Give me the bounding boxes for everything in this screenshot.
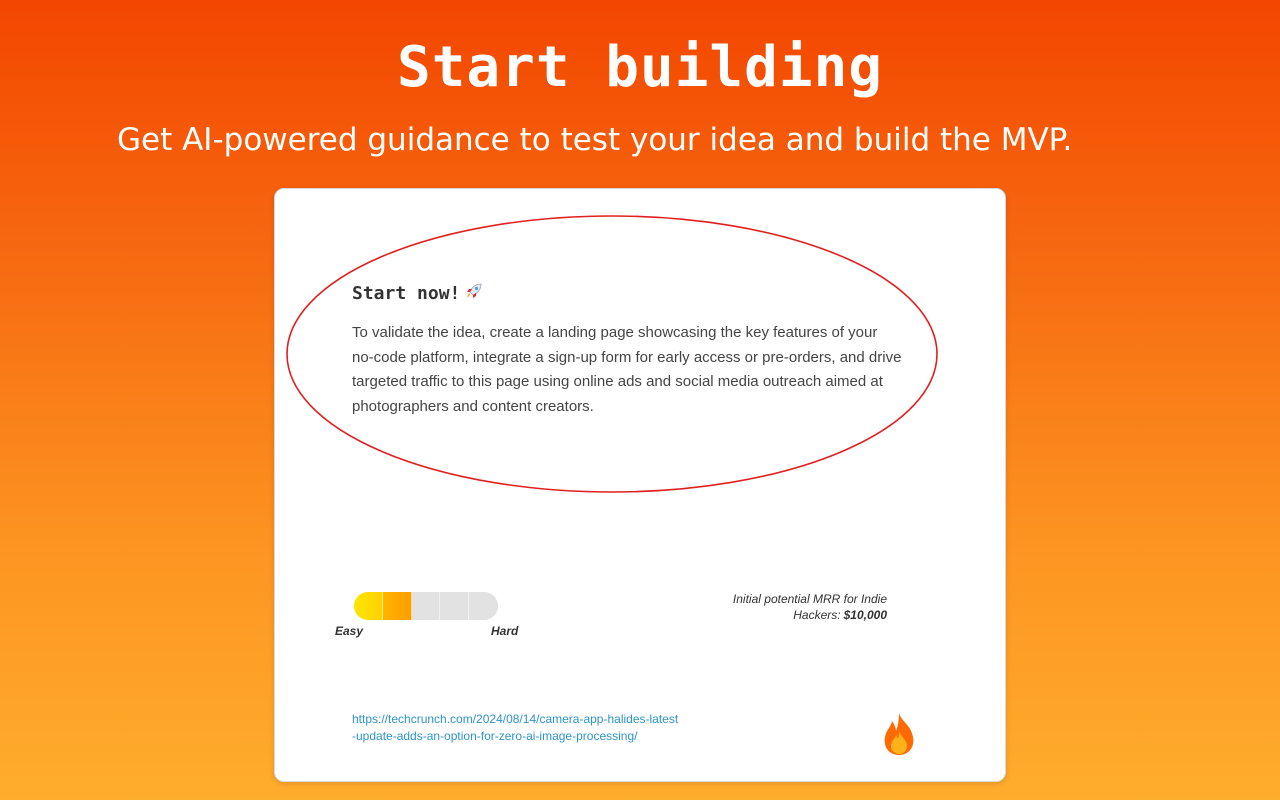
flame-icon — [881, 711, 917, 761]
difficulty-segment-1 — [354, 592, 383, 620]
difficulty-segment-3 — [412, 592, 441, 620]
mrr-value: $10,000 — [843, 608, 887, 622]
difficulty-meter — [333, 591, 523, 641]
page-subtitle: Get AI-powered guidance to test your idea and build the MVP. — [117, 122, 1073, 158]
page-title: Start building — [396, 35, 883, 100]
card-title-text: Start now! — [352, 283, 461, 304]
source-link[interactable]: https://techcrunch.com/2024/08/14/camera-app-halides-latest-update-adds-an-option-for-zero-ai-image-processing/ — [352, 712, 679, 743]
difficulty-label-hard: Hard — [491, 624, 519, 638]
difficulty-bar — [354, 592, 498, 620]
mrr-estimate — [687, 591, 887, 623]
card-description: To validate the idea, create a landing page showcasing the key features of your no-code platform, integrate a sign-up form for early access or pre-orders, and drive targeted traffic to this page using online ads and social media outreach aimed at photographers and content creators. — [352, 324, 902, 415]
idea-card — [274, 188, 1006, 782]
rocket-icon — [464, 281, 484, 309]
difficulty-segment-5 — [469, 592, 498, 620]
card-title — [352, 281, 484, 309]
difficulty-segment-4 — [440, 592, 469, 620]
mrr-label: Initial potential MRR for Indie Hackers: — [732, 592, 887, 622]
difficulty-segment-2 — [383, 592, 412, 620]
difficulty-label-easy: Easy — [335, 624, 364, 638]
